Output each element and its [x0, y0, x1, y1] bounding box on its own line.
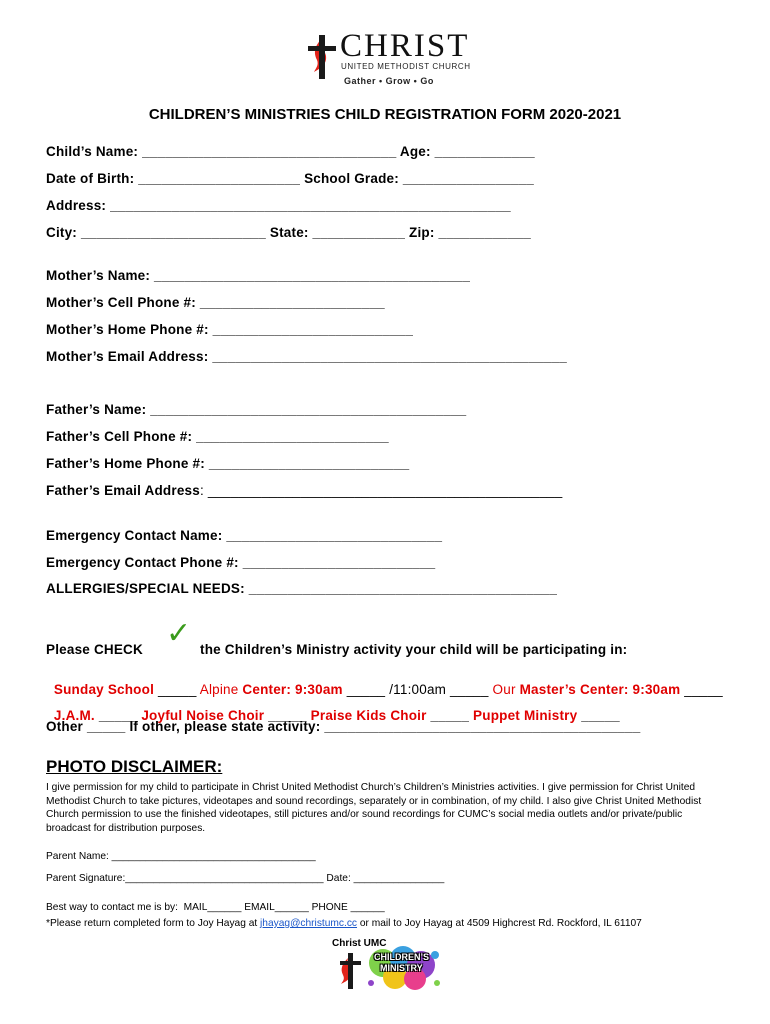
praise-kids-choir-option[interactable]: Praise Kids Choir: [310, 708, 427, 723]
our-label: Our: [492, 682, 520, 697]
return-text-start: *Please return completed form to Joy Hayag at: [46, 918, 261, 929]
cross-icon: [319, 35, 325, 79]
alpine-center-blanks[interactable]: _____ /11:00am _____: [342, 682, 493, 697]
father-cell-field[interactable]: Father’s Cell Phone #: _________________________: [46, 429, 389, 444]
photo-disclaimer-text: I give permission for my child to participate in Christ United Methodist Church’s Children’s Ministries activities. I give permission for Christ United Methodist Church to take pictures, videotapes and sound recordings, separately or in combination, of my child. I also give Christ United Methodist Church permission to use the finished videotapes, still pictures and/or sound recordings for CUMC’s social media outlets and/or private/public broadcast for distribution purposes.: [46, 782, 702, 834]
father-email-field[interactable]: [46, 483, 562, 498]
date-of-birth-field[interactable]: Date of Birth: _____________________ School Grade: _________________: [46, 171, 534, 186]
jam-blank[interactable]: _____: [94, 708, 142, 723]
alpine-label: Alpine: [199, 682, 243, 697]
masters-center-option[interactable]: Master’s Center: 9:30am: [519, 682, 681, 697]
parent-name-field[interactable]: Parent Name: ____________________________________: [46, 851, 316, 862]
return-instructions: [46, 918, 642, 929]
contact-preference-field[interactable]: Best way to contact me is by: MAIL______ EMAIL______ PHONE ______: [46, 902, 385, 913]
footer-ministry-line-1: CHILDREN’S: [374, 952, 430, 962]
city-state-zip-field[interactable]: City: ________________________ State: ____________ Zip: ____________: [46, 225, 531, 240]
please-check-label: Please CHECK: [46, 642, 143, 657]
mother-name-field[interactable]: Mother’s Name: _________________________________________: [46, 268, 471, 283]
jam-option[interactable]: J.A.M.: [53, 708, 95, 723]
emergency-name-field[interactable]: Emergency Contact Name: ____________________________: [46, 528, 443, 543]
joyful-noise-blank[interactable]: _____: [264, 708, 311, 723]
return-text-end: or mail to Joy Hayag at 4509 Highcrest Rd. Rockford, IL 61107: [357, 918, 642, 929]
mother-home-phone-field[interactable]: Mother’s Home Phone #: __________________________: [46, 322, 414, 337]
address-field[interactable]: Address: ____________________________________________________: [46, 198, 511, 213]
masters-center-blank[interactable]: _____: [680, 682, 723, 697]
allergies-field[interactable]: ALLERGIES/SPECIAL NEEDS: ________________________________________: [46, 581, 558, 596]
logo-tagline: Gather • Grow • Go: [344, 76, 434, 86]
father-home-phone-field[interactable]: Father’s Home Phone #: __________________________: [46, 456, 410, 471]
logo-subtitle: UNITED METHODIST CHURCH: [341, 62, 471, 71]
father-email-label: Father’s Email Address: [46, 483, 200, 498]
puppet-ministry-option[interactable]: Puppet Ministry: [473, 708, 578, 723]
other-activity-field[interactable]: Other _____ If other, please state activity: _________________________________________: [46, 719, 641, 734]
sunday-school-blank[interactable]: _____: [154, 682, 200, 697]
mother-cell-field[interactable]: Mother’s Cell Phone #: ________________________: [46, 295, 385, 310]
child-name-field[interactable]: Child’s Name: _________________________________ Age: _____________: [46, 144, 535, 159]
emergency-phone-field[interactable]: Emergency Contact Phone #: _________________________: [46, 555, 436, 570]
father-email-blank: : ______________________________________________: [199, 483, 563, 498]
photo-disclaimer-heading: PHOTO DISCLAIMER:: [46, 757, 223, 776]
footer-cross-icon: [348, 953, 353, 989]
praise-kids-blank[interactable]: _____: [426, 708, 474, 723]
footer-cross-bar: [340, 961, 361, 965]
sunday-school-option[interactable]: Sunday School: [53, 682, 155, 697]
father-name-field[interactable]: Father’s Name: _________________________________________: [46, 402, 467, 417]
mother-email-field[interactable]: Mother’s Email Address: ______________________________________________: [46, 349, 567, 364]
email-link[interactable]: jhayag@christumc.cc: [260, 918, 358, 929]
cross-bar: [308, 46, 336, 51]
footer-umc-text: Christ UMC: [332, 938, 387, 949]
check-mark-icon: ✓: [166, 617, 192, 650]
joyful-noise-choir-option[interactable]: Joyful Noise Choir: [141, 708, 265, 723]
alpine-center-option[interactable]: Center: 9:30am: [242, 682, 343, 697]
form-title: CHILDREN’S MINISTRIES CHILD REGISTRATION FORM 2020-2021: [148, 106, 622, 123]
footer-ministry-line-2: MINISTRY: [380, 963, 423, 973]
puppet-ministry-blank[interactable]: _____: [577, 708, 620, 723]
activity-prompt: the Children’s Ministry activity your child will be participating in:: [200, 642, 628, 657]
parent-signature-field[interactable]: Parent Signature:___________________________________ Date: ________________: [46, 873, 445, 884]
logo-title: CHRIST: [340, 28, 470, 64]
